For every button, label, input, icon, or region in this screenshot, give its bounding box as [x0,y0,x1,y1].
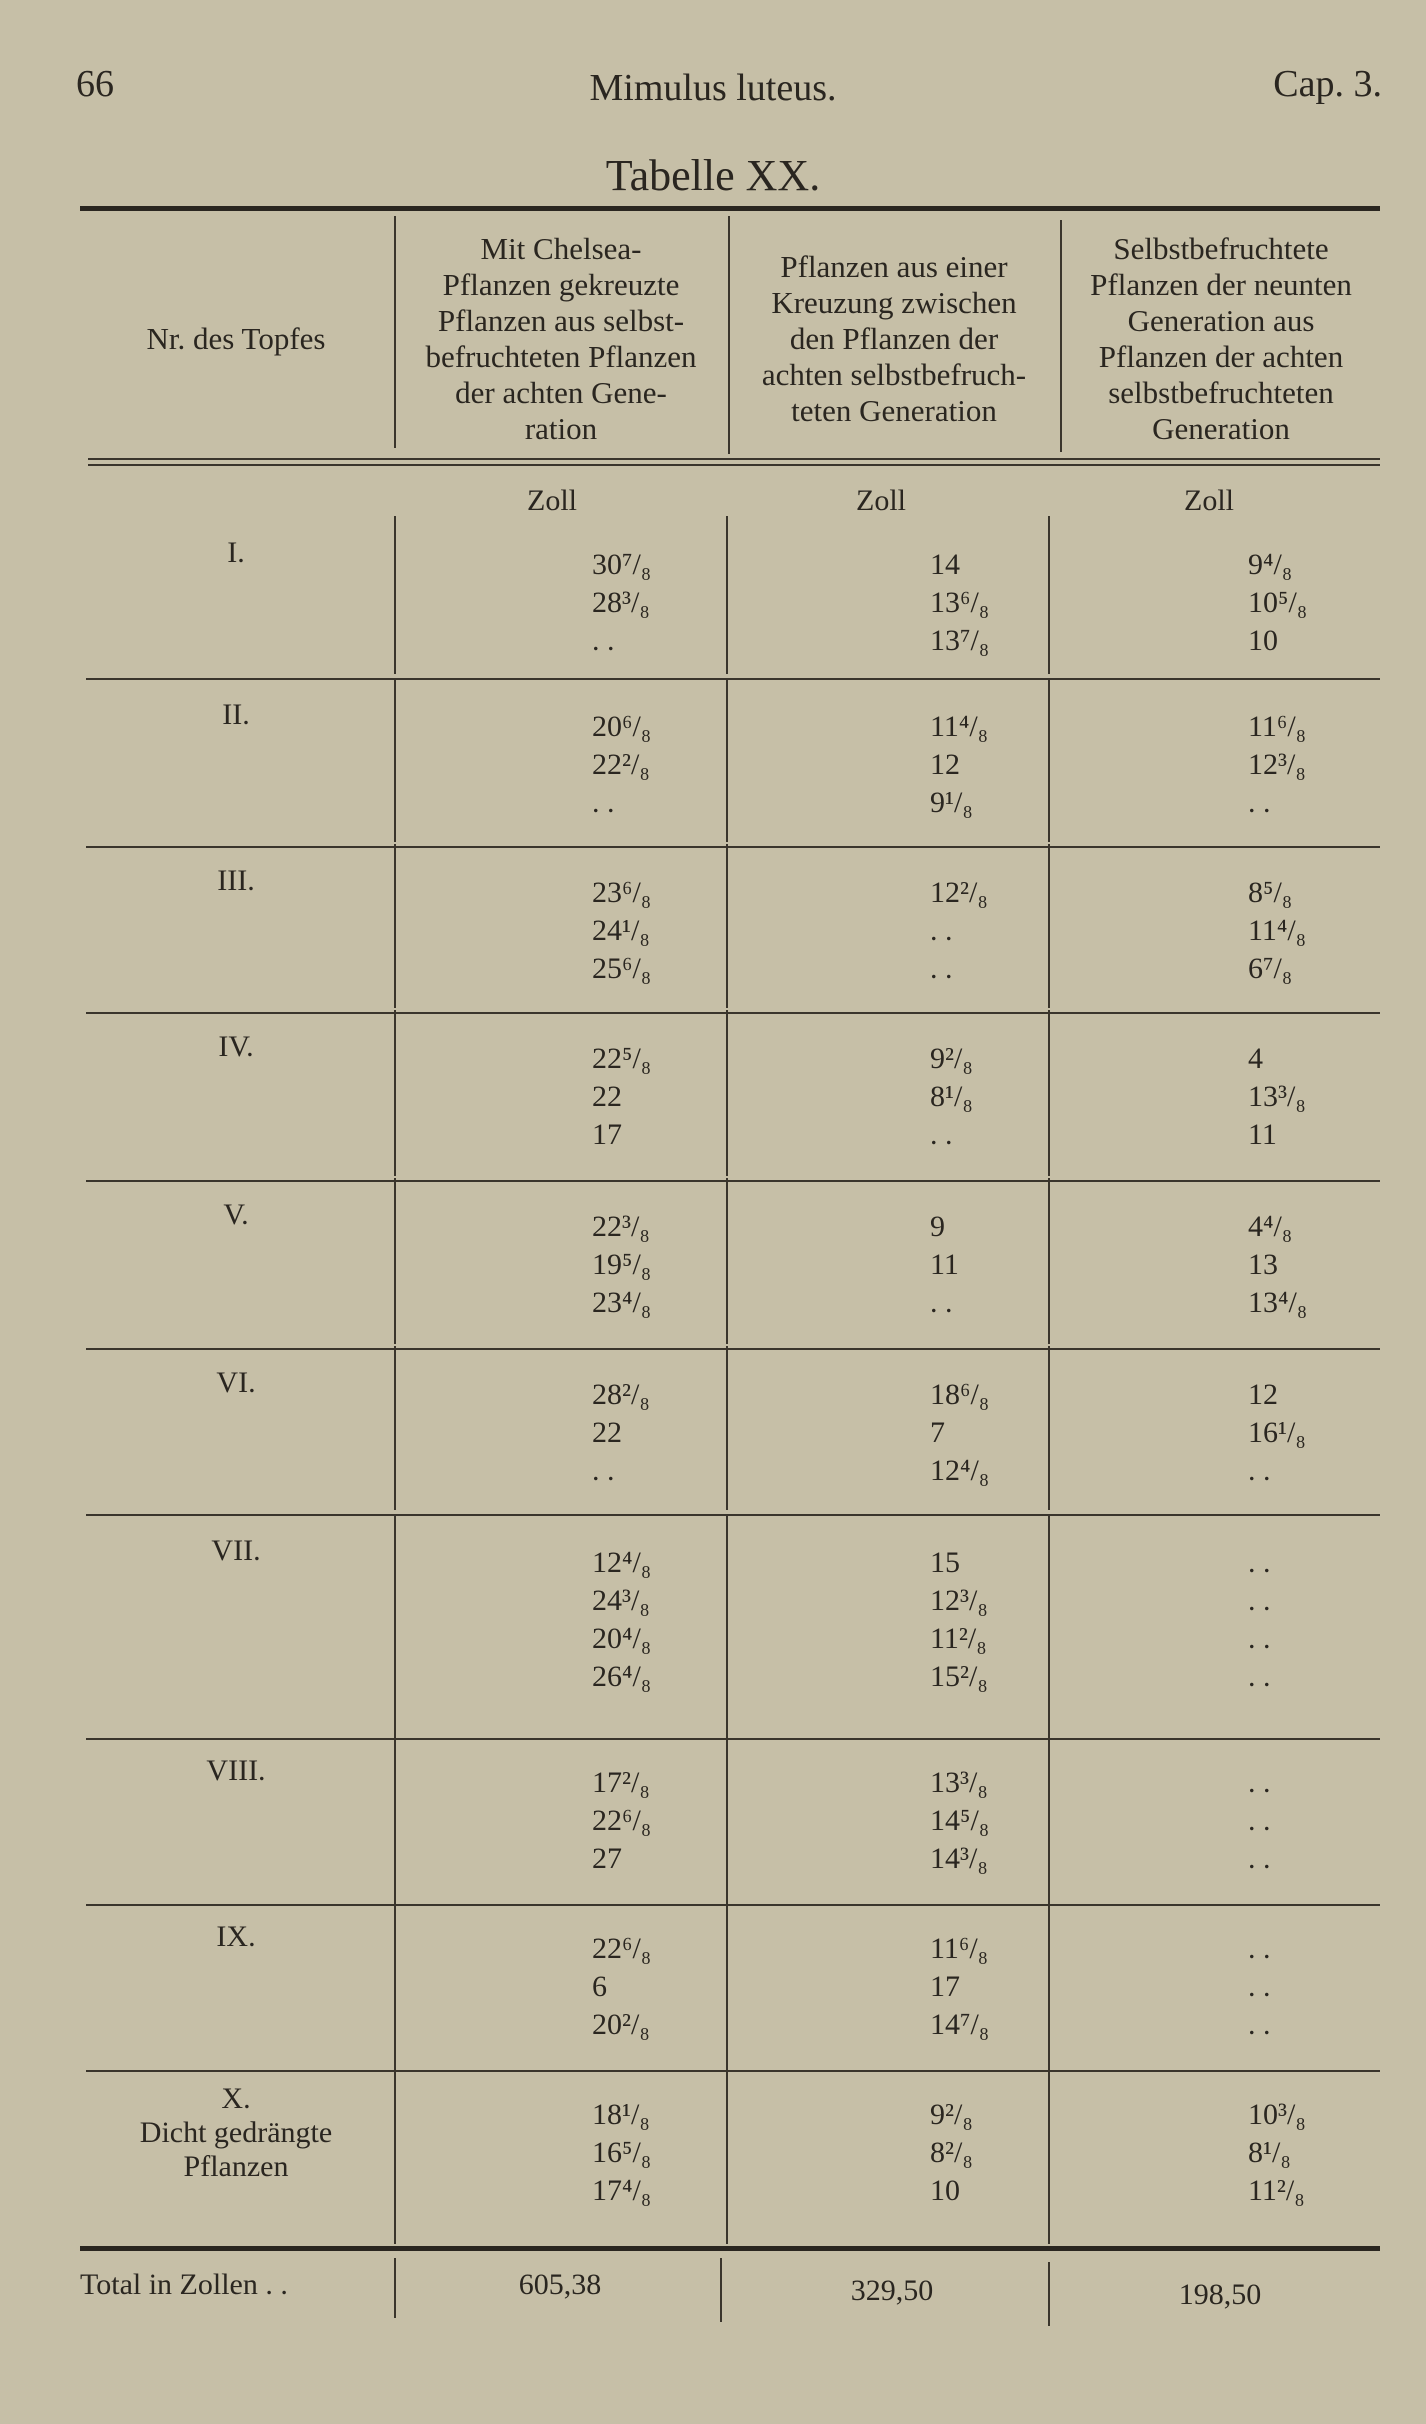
total-col3: 198,50 [1178,2278,1262,2311]
body-vline-1 [394,1514,396,1734]
table-cell: 10 [1248,624,1278,657]
body-vline-2 [726,1010,728,1176]
unit-label-col3: Zoll [1184,484,1234,517]
body-vline-1 [394,1346,396,1510]
table-header [80,216,1380,462]
body-vline-3 [1048,1734,1050,1900]
values-col1 [592,1764,651,1878]
values-col2 [930,1764,989,1878]
table-cell: 12 [1248,1378,1278,1411]
table-cell: 6 [592,1970,607,2003]
table-cell: 18¹/₈ [592,2098,650,2131]
table-cell: 12²/₈ [930,876,988,909]
total-label: Total in Zollen . . [80,2268,288,2301]
pot-number: IX. [216,1920,256,1953]
body-vline-3 [1048,1010,1050,1176]
table-cell: 11⁴/₈ [1248,914,1307,947]
table-cell: . . [592,1454,615,1487]
row-group-separator [86,1012,1380,1014]
unit-label-col2: Zoll [856,484,906,517]
table-cell: 11²/₈ [1248,2174,1305,2207]
table-cell: 27 [592,1842,622,1875]
row-group-separator [86,846,1380,848]
body-vline-3 [1048,844,1050,1008]
table-cell: 23⁶/₈ [592,876,652,909]
pot-number: VI. [216,1366,256,1399]
table-cell: 11 [1248,1118,1277,1151]
values-col3 [1248,546,1307,660]
table-cell: . . [1248,786,1271,819]
table-cell: 13⁷/₈ [930,624,990,657]
table-cell: 9²/₈ [930,1042,973,1075]
body-vline-1 [394,2066,396,2244]
values-col3 [1248,2096,1306,2210]
pot-number: IV. [218,1030,254,1063]
pot-number: II. [222,698,250,731]
table-cell: 4 [1248,1042,1263,1075]
table-cell: 12⁴/₈ [930,1454,990,1487]
table-cell: 17 [930,1970,960,2003]
body-vline-1 [394,1010,396,1176]
table-cell: 7 [930,1416,945,1449]
table-cell: 20⁴/₈ [592,1622,652,1655]
table-title: Tabelle XX. [605,151,821,200]
total-vline-2 [720,2258,722,2322]
table-cell: 10⁵/₈ [1248,586,1308,619]
table-cell: . . [1248,1932,1271,1965]
running-title: Mimulus luteus. [589,67,837,109]
table-cell: 16¹/₈ [1248,1416,1306,1449]
values-col2 [930,1544,988,1696]
table-cell: 13 [1248,1248,1278,1281]
row-group-separator [86,2070,1380,2072]
table-cell: . . [1248,1804,1271,1837]
body-vline-2 [726,844,728,1008]
body-vline-2 [726,678,728,842]
table-cell: 11⁶/₈ [1248,710,1307,743]
table-cell: 10³/₈ [1248,2098,1306,2131]
table-cell: 22⁶/₈ [592,1932,652,1965]
values-col2 [930,546,989,660]
pot-number: VII. [211,1534,261,1567]
values-col3 [1248,874,1306,988]
table-cell: 8²/₈ [930,2136,973,2169]
body-vline-3 [1048,1514,1050,1734]
table-cell: 22³/₈ [592,1210,650,1243]
table-cell: 8⁵/₈ [1248,876,1293,909]
table-cell: 28²/₈ [592,1378,650,1411]
table-cell: 22²/₈ [592,748,650,781]
body-vline-1 [394,844,396,1008]
values-col3 [1248,1930,1271,2044]
values-col1 [592,1208,651,1322]
table-cell: 12 [930,748,960,781]
values-col2 [930,1040,973,1154]
values-col3 [1248,1376,1306,1490]
table-cell: 6⁷/₈ [1248,952,1293,985]
pot-number: III. [217,864,255,897]
table-cell: 14⁵/₈ [930,1804,990,1837]
body-vline-2 [726,516,728,674]
row-group-separator [86,678,1380,680]
body-vline-1 [394,516,396,674]
pot-number: V. [223,1198,249,1231]
table-cell: . . [1248,1454,1271,1487]
table-cell: . . [1248,1660,1271,1693]
table-cell: 13⁶/₈ [930,586,990,619]
values-col3 [1248,1208,1307,1322]
table-cell: 18⁶/₈ [930,1378,990,1411]
header-pot-number: Nr. des Topfes [146,321,326,356]
table-cell: 16⁵/₈ [592,2136,652,2169]
table-cell: 24³/₈ [592,1584,650,1617]
values-col2 [930,1208,959,1322]
table-cell: . . [1248,1622,1271,1655]
header-vline-3 [1060,220,1062,452]
row-group-separator [86,1348,1380,1350]
body-vline-2 [726,1900,728,2066]
table-cell: . . [930,952,953,985]
chapter-label: Cap. 3. [1273,63,1382,105]
table-cell: . . [930,914,953,947]
values-col3 [1248,1544,1271,1696]
table-cell: 22⁶/₈ [592,1804,652,1837]
body-vline-2 [726,2066,728,2244]
pot-number: I. [227,536,245,569]
table-cell: . . [592,624,615,657]
header-double-rule-a [88,458,1380,460]
body-vline-2 [726,1178,728,1344]
table-cell: 12³/₈ [930,1584,988,1617]
header-intercrossed: Pflanzen aus einer Kreuzung zwischen den Pflanzen der achten selbstbefruch- teten Generation [761,249,1027,428]
values-col1 [592,1376,650,1490]
body-vline-2 [726,1734,728,1900]
table-cell: 17⁴/₈ [592,2174,652,2207]
table-cell: 9 [930,1210,945,1243]
values-col2 [930,1376,989,1490]
body-vline-3 [1048,2066,1050,2244]
pot-number: VIII. [206,1754,266,1787]
table-cell: 4⁴/₈ [1248,1210,1293,1243]
table-top-rule [80,206,1380,211]
values-col3 [1248,1764,1271,1878]
body-vline-1 [394,678,396,842]
values-col3 [1248,1040,1306,1154]
total-col2: 329,50 [850,2274,934,2307]
table-cell: 20⁶/₈ [592,710,652,743]
table-cell: . . [592,786,615,819]
values-col1 [592,1930,651,2044]
table-cell: . . [1248,2008,1271,2041]
table-cell: 30⁷/₈ [592,548,652,581]
values-col2 [930,708,988,822]
table-cell: . . [930,1286,953,1319]
table-cell: . . [930,1118,953,1151]
header-self-fertilised: Selbstbefruchtete Pflanzen der neunten Generation aus Pflanzen der achten selbstbefruchteten Generation [1090,231,1352,446]
values-col1 [592,1040,651,1154]
table-cell: 22 [592,1416,622,1449]
table-cell: 25⁶/₈ [592,952,652,985]
total-col1: 605,38 [518,2268,602,2301]
table-cell: 20²/₈ [592,2008,650,2041]
page-number: 66 [76,63,114,105]
pot-number: X. Dicht gedrängte Pflanzen [139,2082,333,2183]
table-cell: 11⁶/₈ [930,1932,989,1965]
table-cell: 11⁴/₈ [930,710,989,743]
table-cell: 22⁵/₈ [592,1042,652,1075]
body-vline-2 [726,1514,728,1734]
table-cell: 15²/₈ [930,1660,988,1693]
body-vline-3 [1048,1346,1050,1510]
header-vline-1 [394,216,396,448]
values-col1 [592,1544,651,1696]
body-vline-3 [1048,1178,1050,1344]
table-cell: 14³/₈ [930,1842,988,1875]
unit-label-col1: Zoll [527,484,577,517]
table-cell: . . [1248,1584,1271,1617]
table-cell: 28³/₈ [592,586,650,619]
table-cell: 14 [930,548,960,581]
row-group-separator [86,1514,1380,1516]
body-vline-1 [394,1178,396,1344]
table-cell: 13³/₈ [930,1766,988,1799]
values-col1 [592,546,651,660]
table-cell: 19⁵/₈ [592,1248,652,1281]
body-vline-3 [1048,678,1050,842]
table-cell: 24¹/₈ [592,914,650,947]
values-col2 [930,1930,989,2044]
table-cell: 11 [930,1248,959,1281]
body-vline-3 [1048,1900,1050,2066]
body-vline-1 [394,1900,396,2066]
row-group-separator [86,1904,1380,1906]
table-cell: 17 [592,1118,622,1151]
table-cell: 14⁷/₈ [930,2008,990,2041]
table-cell: . . [1248,1546,1271,1579]
values-col2 [930,2096,973,2210]
table-cell: 8¹/₈ [1248,2136,1291,2169]
total-rule [80,2246,1380,2251]
table-cell: 10 [930,2174,960,2207]
body-vline-1 [394,1734,396,1900]
header-vline-2 [728,216,730,454]
values-col1 [592,708,651,822]
body-vline-3 [1048,516,1050,674]
table-cell: 12³/₈ [1248,748,1306,781]
total-vline-3 [1048,2262,1050,2326]
table-cell: . . [1248,1970,1271,2003]
table-cell: 12⁴/₈ [592,1546,652,1579]
table-cell: 9²/₈ [930,2098,973,2131]
table-cell: 11²/₈ [930,1622,987,1655]
table-cell: 17²/₈ [592,1766,650,1799]
table-cell: 15 [930,1546,960,1579]
table-cell: 13³/₈ [1248,1080,1306,1113]
table-cell: . . [1248,1842,1271,1875]
values-col1 [592,2096,651,2210]
values-col3 [1248,708,1306,822]
total-vline-1 [394,2258,396,2318]
table-cell: 8¹/₈ [930,1080,973,1113]
row-group-separator [86,1180,1380,1182]
values-col2 [930,874,988,988]
values-col1 [592,874,651,988]
table-cell: 26⁴/₈ [592,1660,652,1693]
header-double-rule-b [88,464,1380,466]
table-cell: . . [1248,1766,1271,1799]
body-vline-2 [726,1346,728,1510]
table-cell: 13⁴/₈ [1248,1286,1308,1319]
table-cell: 9¹/₈ [930,786,973,819]
table-cell: 22 [592,1080,622,1113]
table-cell: 9⁴/₈ [1248,548,1293,581]
header-chelsea-crossed: Mit Chelsea- Pflanzen gekreuzte Pflanzen aus selbst- befruchteten Pflanzen der achten Gene- ration [425,231,697,446]
table-cell: 23⁴/₈ [592,1286,652,1319]
row-group-separator [86,1738,1380,1740]
